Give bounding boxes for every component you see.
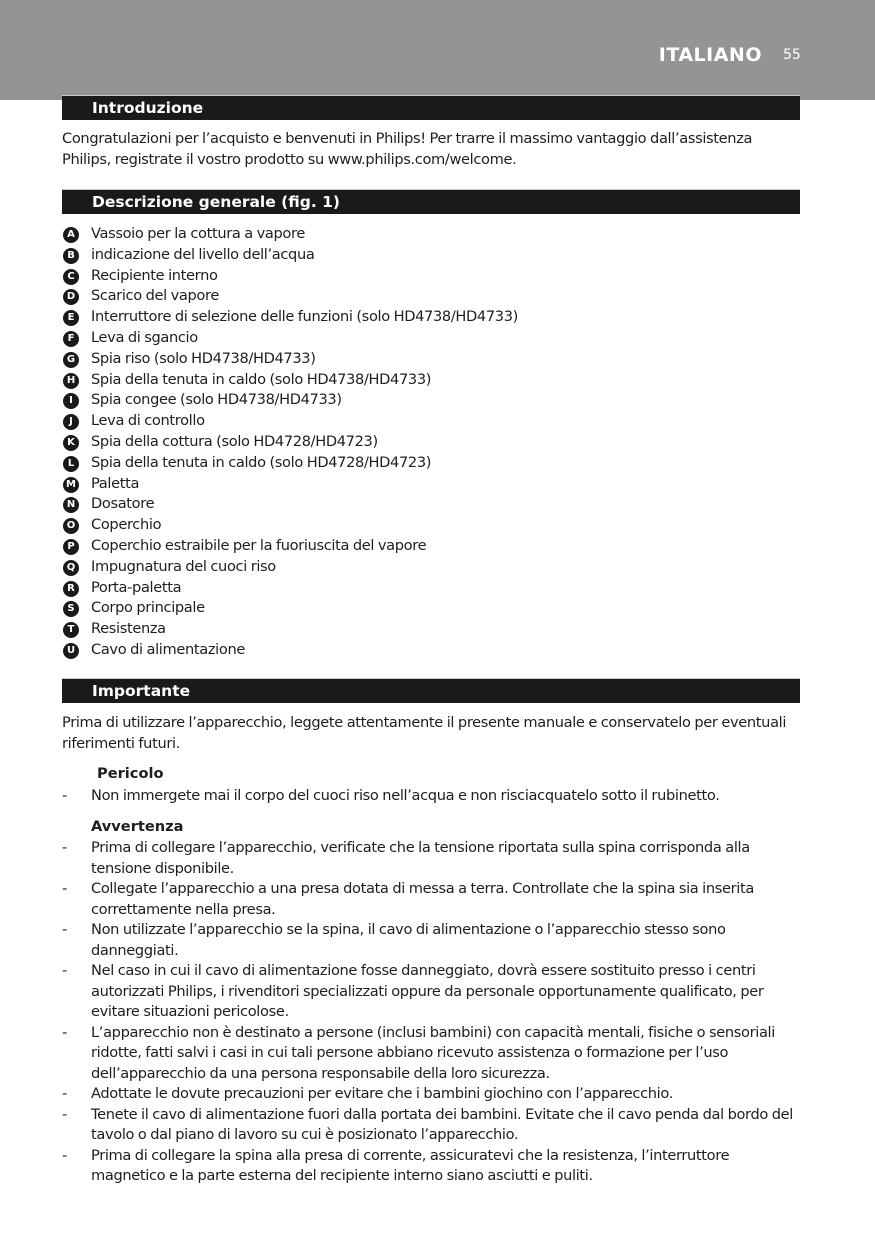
letter-badge: K [63, 435, 79, 451]
bullet-dash: - [62, 1105, 67, 1123]
bullet-item [62, 1146, 802, 1187]
letter-badge: G [63, 352, 79, 368]
parts-list-item [62, 411, 518, 432]
parts-list-label: Spia della tenuta in caldo (solo HD4738/HD4733) [91, 370, 432, 388]
letter-badge: F [63, 331, 79, 347]
section-bar-introduzione [62, 95, 800, 120]
bullet-dash: - [62, 1085, 67, 1102]
parts-list-label: Leva di controllo [91, 412, 205, 430]
parts-list-label: Porta-paletta [91, 578, 182, 596]
parts-list-label: Coperchio [91, 516, 162, 534]
letter-badge: D [63, 289, 79, 305]
letter-badge: P [63, 539, 79, 555]
intro-paragraph: Congratulazioni per l’acquisto e benvenuti in Philips! Per trarre il massimo vantaggio dall’assistenza Philips, registrate il vostro prodotto su www.philips.com/welcome. [62, 130, 753, 168]
parts-list-item [62, 224, 518, 245]
letter-badge: H [63, 373, 79, 389]
parts-list-label: Spia della cottura (solo HD4728/HD4723) [91, 432, 378, 450]
parts-list-item [62, 515, 518, 536]
bullet-dash: - [62, 839, 67, 856]
parts-list-label: Recipiente interno [91, 266, 218, 284]
parts-list-item [62, 598, 518, 619]
bullet-text: Non immergete mai il corpo del cuoci riso nell’acqua e non risciacquatelo sotto il rubinetto. [91, 787, 720, 804]
letter-badge: T [63, 622, 79, 638]
letter-badge: S [63, 601, 79, 617]
bullet-item [62, 1023, 802, 1085]
language-label: ITALIANO [658, 44, 762, 66]
parts-list-item [62, 370, 518, 391]
bullet-dash: - [62, 962, 67, 979]
parts-list-label: Impugnatura del cuoci riso [91, 557, 276, 575]
parts-list-label: Spia congee (solo HD4738/HD4733) [91, 391, 342, 409]
letter-badge: J [63, 414, 79, 430]
parts-list-label: Paletta [91, 474, 140, 492]
parts-list-label: Interruttore di selezione delle funzioni (solo HD4738/HD4733) [91, 308, 519, 326]
letter-badge: B [63, 248, 79, 264]
bullet-text: Collegate l’apparecchio a una presa dotata di messa a terra. Controllate che la spina sia inserita correttamente nella presa. [91, 880, 754, 918]
letter-badge: N [63, 497, 79, 513]
parts-list-label: Spia della tenuta in caldo (solo HD4728/HD4723) [91, 453, 432, 471]
parts-list-label: Spia riso (solo HD4738/HD4733) [91, 349, 316, 367]
letter-badge: Q [63, 560, 79, 576]
bullet-item [62, 879, 802, 920]
parts-list-item [62, 640, 518, 661]
bullet-text: Adottate le dovute precauzioni per evitare che i bambini giochino con l’apparecchio. [91, 1085, 673, 1102]
bullet-item [62, 961, 802, 1023]
bullet-text: Non utilizzate l’apparecchio se la spina, il cavo di alimentazione o l’apparecchio stesso sono danneggiati. [91, 921, 726, 959]
parts-list-item [62, 307, 518, 328]
parts-list-label: Coperchio estraibile per la fuoriuscita del vapore [91, 536, 427, 554]
letter-badge: E [63, 310, 79, 326]
avvertenza-heading: Avvertenza [91, 818, 184, 835]
parts-list-label: Dosatore [91, 495, 155, 513]
parts-list-label: indicazione del livello dell’acqua [91, 245, 315, 263]
parts-list-item [62, 390, 518, 411]
bullet-item [62, 786, 802, 807]
avvertenza-list [62, 838, 802, 1187]
letter-badge: U [63, 643, 79, 659]
bullet-item [62, 1105, 802, 1146]
parts-list-item [62, 494, 518, 515]
letter-badge: L [63, 456, 79, 472]
letter-badge: I [63, 393, 79, 409]
parts-list-item [62, 578, 518, 599]
parts-list-label: Leva di sgancio [91, 328, 198, 346]
pericolo-list [62, 786, 802, 807]
bullet-dash: - [62, 787, 67, 804]
letter-badge: M [63, 477, 79, 493]
parts-list-item [62, 536, 518, 557]
parts-list-item [62, 453, 518, 474]
letter-badge: R [63, 581, 79, 597]
parts-list-item [62, 245, 518, 266]
page-number: 55 [783, 47, 801, 63]
bullet-text: Tenete il cavo di alimentazione fuori dalla portata dei bambini. Evitate che il cavo penda dal bordo del tavolo o dal piano di lavoro su cui è posizionato l’apparecchio. [91, 1105, 793, 1143]
parts-list-item [62, 328, 518, 349]
parts-list-item [62, 432, 518, 453]
parts-list-item [62, 619, 518, 640]
parts-list-label: Scarico del vapore [91, 287, 219, 305]
letter-badge: O [63, 518, 79, 534]
parts-list-item [62, 266, 518, 287]
section-title-introduzione: Introduzione [92, 99, 204, 117]
parts-list [62, 224, 518, 661]
parts-list-label: Cavo di alimentazione [91, 640, 245, 658]
letter-badge: A [63, 227, 79, 243]
bullet-dash: - [62, 880, 67, 897]
bullet-dash: - [62, 1146, 67, 1164]
bullet-text: Nel caso in cui il cavo di alimentazione fosse danneggiato, dovrà essere sostituito presso i centri autorizzati Philips, i rivenditori specializzati oppure da personale opportunamente qualificato, per evitare situazioni pericolose. [91, 962, 764, 1020]
parts-list-item [62, 557, 518, 578]
bullet-text: L’apparecchio non è destinato a persone (inclusi bambini) con capacità mentali, fisiche o sensoriali ridotte, fatti salvi i casi in cui tali persone abbiano ricevuto assistenza o formazione per l’uso dell’apparecchio da una persona responsabile della loro sicurezza. [91, 1023, 775, 1082]
section-bar-descrizione [62, 189, 800, 214]
bullet-text: Prima di collegare l’apparecchio, verificate che la tensione riportata sulla spina corrisponda alla tensione disponibile. [91, 839, 750, 877]
parts-list-label: Vassoio per la cottura a vapore [91, 225, 305, 242]
bullet-item [62, 920, 802, 961]
parts-list-label: Resistenza [91, 620, 166, 638]
bullet-item [62, 838, 802, 879]
letter-badge: C [63, 269, 79, 285]
pericolo-heading: Pericolo [97, 765, 164, 782]
bullet-dash: - [62, 921, 67, 938]
parts-list-label: Corpo principale [91, 599, 205, 617]
parts-list-item [62, 474, 518, 495]
parts-list-item [62, 349, 518, 370]
parts-list-item [62, 286, 518, 307]
importante-paragraph: Prima di utilizzare l’apparecchio, leggete attentamente il presente manuale e conservatelo per eventuali riferimenti futuri. [62, 714, 787, 752]
section-title-importante: Importante [92, 682, 191, 700]
bullet-text: Prima di collegare la spina alla presa di corrente, assicuratevi che la resistenza, l’interruttore magnetico e la parte esterna del recipiente interno siano asciutti e puliti. [91, 1146, 730, 1184]
section-title-descrizione: Descrizione generale (fig. 1) [92, 193, 340, 211]
page-header-band [0, 0, 875, 100]
section-bar-importante [62, 678, 800, 703]
bullet-dash: - [62, 1023, 67, 1041]
bullet-item [62, 1084, 802, 1105]
